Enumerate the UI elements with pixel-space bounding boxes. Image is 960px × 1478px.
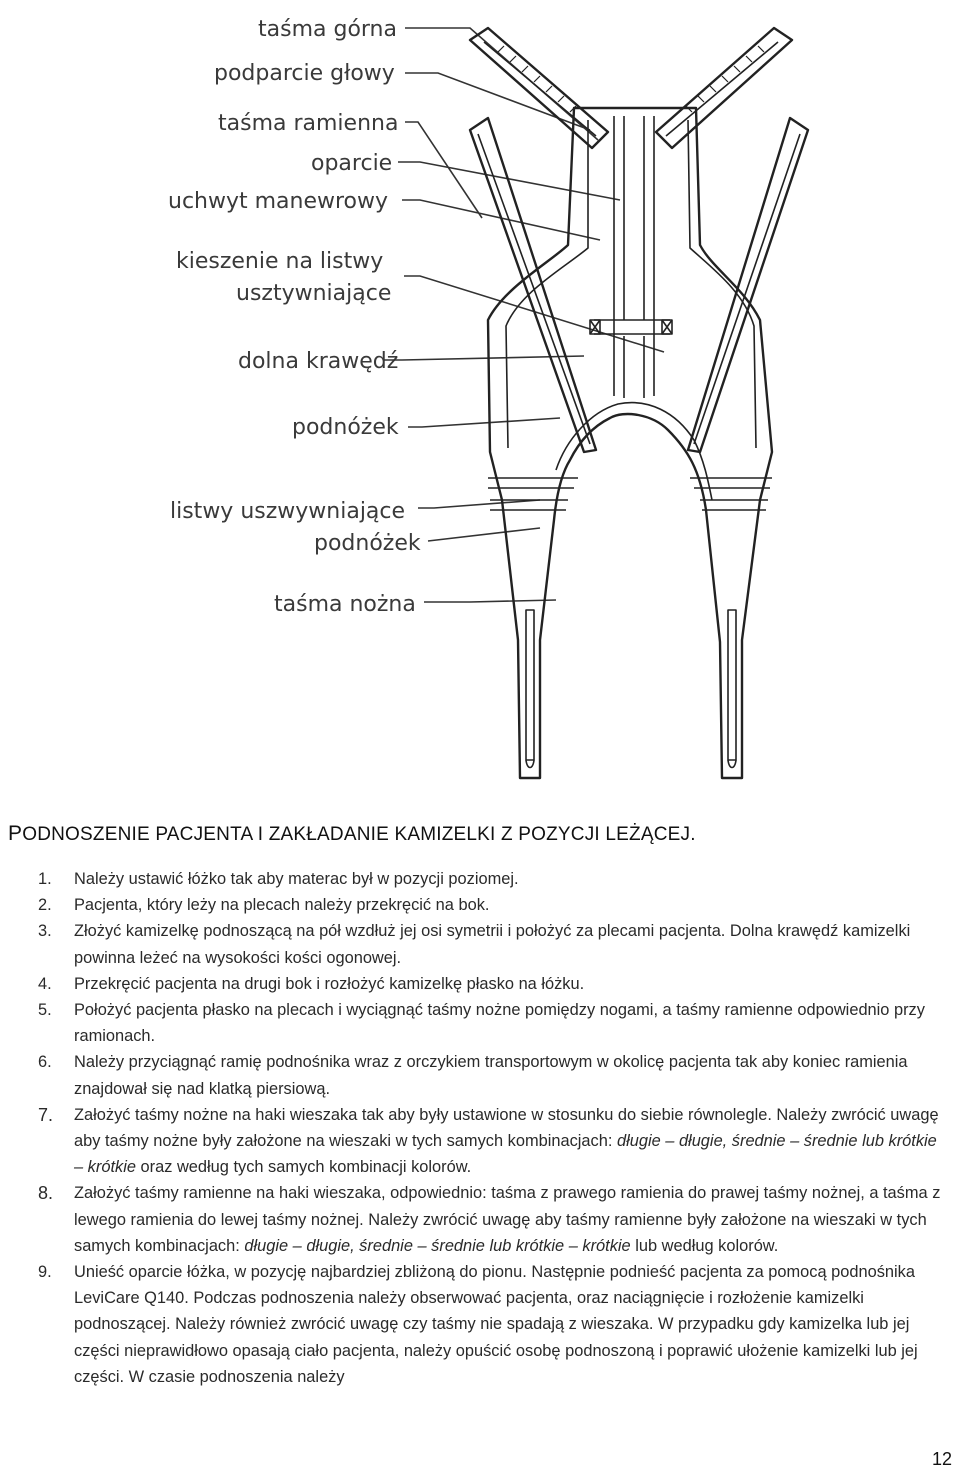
step-number: 1. [38, 870, 52, 888]
step-number: 8. [38, 1183, 54, 1204]
step-text: Należy przyciągnąć ramię podnośnika wraz z orczykiem transportowym w okolicę pacjenta tak aby koniec ramienia znajdował się nad klatką piersiową. [74, 1053, 908, 1098]
page-number: 12 [931, 1449, 952, 1469]
section-title-dot: . [690, 824, 696, 845]
step-text: Założyć taśmy ramienne na haki wieszaka, odpowiednio: taśma z prawego ramienia do prawej taśmy nożnej, a taśma z lewego ramienia do lewej taśmy nożnej. Należy zwrócić uwagę aby taśmy ramienne były założone na wieszaki w tych samych kombinacjach: [74, 1184, 941, 1255]
section-title-text: ODNOSZENIE PACJENTA I ZAKŁADANIE KAMIZELKI Z POZYCJI LEŻĄCEJ [22, 824, 691, 845]
label-handle: uchwyt manewrowy [168, 189, 389, 214]
label-head-support: podparcie głowy [214, 61, 395, 86]
step-number: 5. [38, 1001, 52, 1020]
step-text: Unieść oparcie łóżka, w pozycję najbardziej zbliżoną do pionu. Następnie podnieść pacjenta za pomocą podnośnika LeviCare Q140. Podczas podnoszenia należy obserwować pacjenta, oraz naciągnięcie i rozłożenie kamizelki podnoszącej. Należy również zwrócić uwagę czy taśmy nie spadają z wieszaka. W przypadku gdy kamizelka lub jej części nieprawidłowo opasają ciało pacjenta, należy opuścić osobę podnoszoną i poprawić ułożenie kamizelki lub jej części. W czasie podnoszenia należy [74, 1263, 918, 1386]
list-item [0, 892, 950, 918]
label-stiffeners-line2: podnóżek [314, 531, 421, 556]
label-pockets-line1: kieszenie na listwy [176, 249, 384, 274]
list-item [0, 866, 950, 892]
step-text-end: lub według kolorów. [630, 1236, 779, 1255]
step-number: 2. [38, 896, 52, 915]
label-shoulder-strap: taśma ramienna [218, 111, 399, 136]
step-text: Założyć taśmy nożne na haki wieszaka tak aby były ustawione w stosunku do siebie równolegle. Należy zwrócić uwagę aby taśmy nożne były założone na wieszaki w tych samych kombinacjach: [74, 1105, 939, 1151]
label-upper-strap: taśma górna [258, 17, 397, 42]
step-number: 7. [38, 1104, 54, 1125]
label-bottom-edge: dolna krawędź [238, 349, 399, 374]
step-text-italic: długie – długie, średnie – średnie lub krótkie – krótkie [74, 1132, 937, 1177]
step-number: 4. [38, 974, 52, 993]
list-item [0, 1259, 950, 1390]
step-text: Pacjenta, który leży na plecach należy przekręcić na bok. [74, 896, 490, 915]
step-text-italic: długie – długie, średnie – średnie lub krótkie – krótkie [244, 1236, 631, 1255]
list-item [0, 997, 950, 1049]
label-leg-strap: taśma nożna [274, 592, 416, 617]
list-item [0, 918, 950, 970]
label-footrest: podnóżek [292, 415, 399, 440]
section-title [8, 822, 696, 846]
label-pockets-line2: usztywniające [236, 281, 392, 306]
list-item [0, 1049, 950, 1101]
step-text: Położyć pacjenta płasko na plecach i wyciągnąć taśmy nożne pomiędzy nogami, a taśmy ramienne odpowiednio przy ramionach. [74, 1001, 925, 1046]
step-text-end: oraz według tych samych kombinacji kolorów. [135, 1158, 472, 1177]
step-number: 9. [38, 1263, 52, 1282]
step-number: 6. [38, 1053, 52, 1072]
step-text: Przekręcić pacjenta na drugi bok i rozłożyć kamizelkę płasko na łóżku. [74, 974, 585, 993]
list-item [0, 971, 950, 997]
leader-lines [384, 28, 664, 602]
list-item [0, 1102, 950, 1181]
sling-outline [470, 28, 808, 778]
section-title-cap: P [8, 822, 23, 845]
list-item [0, 1180, 950, 1259]
label-stiffeners-line1: listwy uszwywniające [170, 499, 406, 524]
diagram-labels [168, 17, 421, 617]
label-backrest: oparcie [311, 151, 393, 176]
step-number: 3. [38, 922, 52, 941]
step-text: Złożyć kamizelkę podnoszącą na pół wzdłuż jej osi symetrii i położyć za plecami pacjenta. Dolna krawędź kamizelki powinna leżeć na wysokości kości ogonowej. [74, 922, 911, 967]
instruction-list [0, 866, 950, 1390]
step-text: Należy ustawić łóżko tak aby materac był w pozycji poziomej. [74, 870, 519, 888]
